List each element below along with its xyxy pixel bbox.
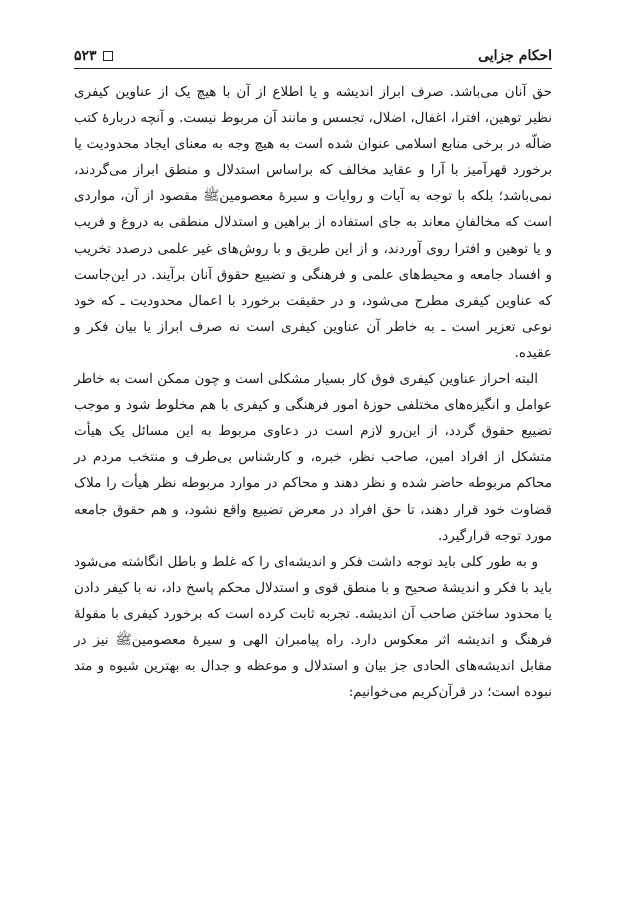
paragraph-1: حق آنان می‌باشد. صرف ابراز اندیشه و یا اطلاع از آن با هیچ یک از عناوین کیفری نظیر توهین، افترا، اغفال، اضلال، تجسس و مانند آن مربوط نیست. و آنچه دربارهٔ کتب ضالّه در برخی منابع اسلامی عنوان شده است به هیچ وجه به معنای ایجاد محدودیت یا برخورد قهرآمیز با آرا و عقاید مخالف که براساس استدلال و منطق ابراز می‌گردند، نمی‌باشد؛ بلکه با توجه به آیات و روایات و سیرهٔ معصومین‌ﷺ مقصود از آن، مواردی است که مخالفانِ معاند به جای استفاده از براهین و استدلال منطقی به دروغ و فریب و یا توهین و افترا روی آوردند، و از این طریق و با روش‌های غیر علمی درصدد تخریب و افساد جامعه و محیط‌های علمی و فرهنگی و تضییع حقوق آنان برآیند. در این‌جاست که عناوین کیفری مطرح می‌شود، و در حقیقت برخورد با اعمال محدودیت ـ که خود نوعی تعزیر است ـ به خاطر آن عناوین کیفری است نه صرف ابراز یا بیان فکر و عقیده. xyxy=(74,84,552,361)
header-title: احکام جزایی xyxy=(478,48,552,64)
paragraph-2: البته احراز عناوین کیفری فوق کار بسیار مشکلی است و چون ممکن است به خاطر عوامل و انگیزه‌های مختلفی حوزهٔ امور فرهنگی و کیفری با هم مخلوط شود و موجب تضییع حقوق گردد، از این‌رو لازم است در دعاوی مربوط به این مسائل یک هیأت متشکل از افراد امین، صاحب نظر، خبره، و کارشناس بی‌طرف و منتخب مردم در محاکم مربوطه حاضر شده و نظر دهند و محاکم در موارد مربوطه نظر هیأت را ملاک قضاوت خود قرار دهند، تا حق افراد در معرض تضییع واقع نشود، و هم حقوق جامعه مورد توجه قرارگیرد. xyxy=(74,371,552,544)
page xyxy=(74,40,552,705)
page-number: ۵۲۳ xyxy=(74,48,97,64)
running-header xyxy=(74,40,552,69)
square-icon xyxy=(103,51,113,61)
page-number-group xyxy=(74,48,113,64)
paragraph-3: و به طور کلی باید توجه داشت فکر و اندیشه‌ای را که غلط و باطل انگاشته می‌شود باید با فکر و اندیشهٔ صحیح و با منطق قوی و استدلال محکم پاسخ داد، نه با کیفر دادن یا محدود ساختن صاحب آن اندیشه. تجربه ثابت کرده است که برخورد کیفری با مقولهٔ فرهنگ و اندیشه اثر معکوس دارد. راه پیامبران الهی و سیرهٔ معصومین‌ﷺ نیز در مقابل اندیشه‌های الحادی جز بیان و استدلال و موعظه و جدال به بهترین شیوه و متد نبوده است؛ در قرآن‌کریم می‌خوانیم: xyxy=(74,553,552,701)
body-text xyxy=(74,79,552,705)
